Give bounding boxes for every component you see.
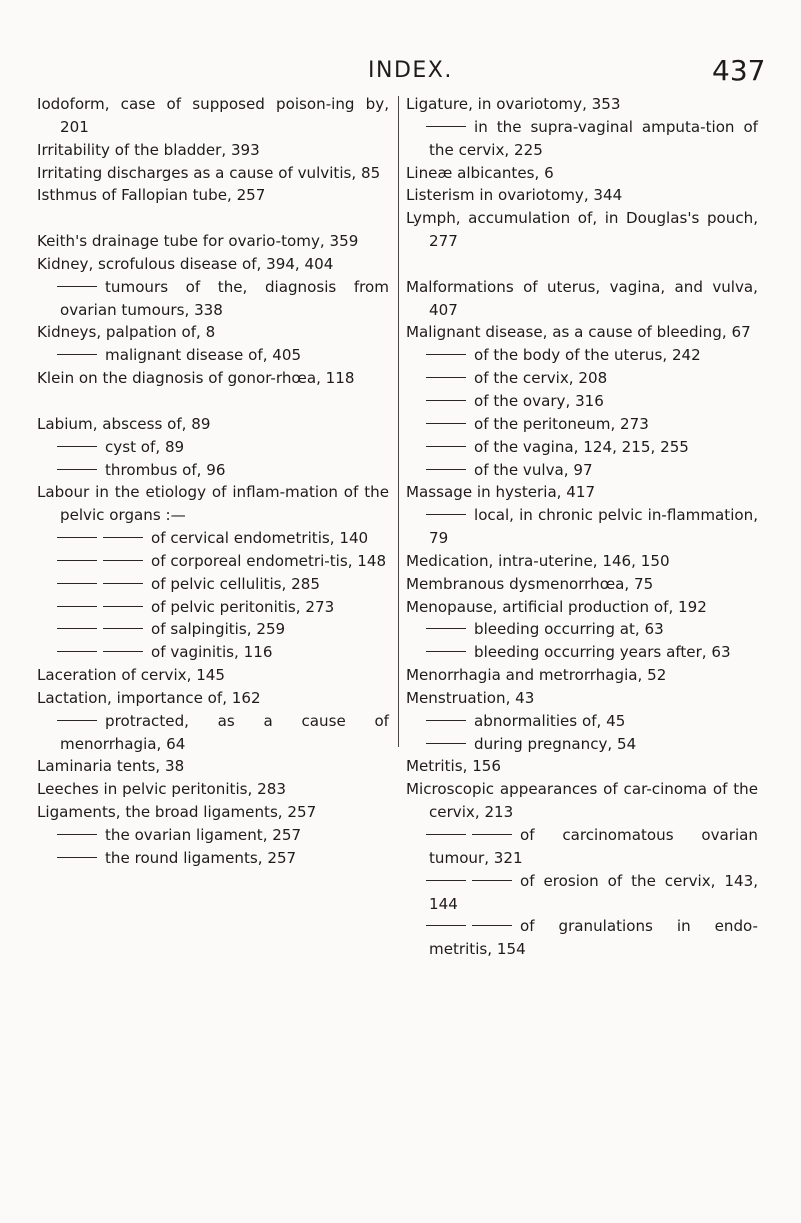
entry-text: Irritability of the bladder, 393 xyxy=(37,140,260,159)
index-entry xyxy=(37,162,389,185)
index-entry xyxy=(406,207,758,253)
entry-text: of the peritoneum, 273 xyxy=(474,414,649,433)
ditto-dash xyxy=(472,834,512,835)
index-subentry xyxy=(406,390,758,413)
entry-text: Klein on the diagnosis of gonor-rhœa, 118 xyxy=(37,369,355,388)
index-entry xyxy=(406,162,758,185)
index-entry xyxy=(406,573,758,596)
entry-text: Lymph, accumulation of, in Douglas's pouch, 277 xyxy=(406,209,758,251)
entry-text: of pelvic peritonitis, 273 xyxy=(151,597,335,616)
ditto-dash xyxy=(57,469,97,470)
entry-text: Isthmus of Fallopian tube, 257 xyxy=(37,186,266,205)
ditto-dash xyxy=(103,560,143,561)
index-entry xyxy=(37,253,389,276)
entry-text: of the vulva, 97 xyxy=(474,460,593,479)
index-entry xyxy=(406,664,758,687)
index-subentry xyxy=(406,641,758,664)
entry-text: tumours of the, diagnosis from ovarian tumours, 338 xyxy=(60,277,389,319)
ditto-dash xyxy=(426,423,466,424)
index-subentry xyxy=(406,824,758,870)
ditto-dash xyxy=(57,286,97,287)
entry-text: Menopause, artificial production of, 192 xyxy=(406,597,707,616)
index-subentry xyxy=(37,641,389,664)
entry-text: the round ligaments, 257 xyxy=(105,848,297,867)
index-subentry xyxy=(37,618,389,641)
entry-text: Keith's drainage tube for ovario-tomy, 359 xyxy=(37,232,359,251)
entry-text: Membranous dysmenorrhœa, 75 xyxy=(406,574,654,593)
ditto-dash xyxy=(103,651,143,652)
entry-text: abnormalities of, 45 xyxy=(474,711,626,730)
index-entry xyxy=(406,93,758,116)
index-entry xyxy=(406,755,758,778)
index-entry xyxy=(406,321,758,344)
entry-text: Irritating discharges as a cause of vulvitis, 85 xyxy=(37,163,381,182)
page-number: 437 xyxy=(712,54,766,87)
index-subentry xyxy=(37,276,389,322)
entry-text: Ligature, in ovariotomy, 353 xyxy=(406,95,621,113)
ditto-dash xyxy=(103,606,143,607)
index-subentry xyxy=(37,847,389,870)
entry-text: of cervical endometritis, 140 xyxy=(151,529,369,548)
entry-text: thrombus of, 96 xyxy=(105,460,226,479)
index-entry xyxy=(37,321,389,344)
entry-text: Malformations of uterus, vagina, and vulva, 407 xyxy=(406,277,758,319)
entry-text: Malignant disease, as a cause of bleeding, 67 xyxy=(406,323,751,342)
entry-text: of the ovary, 316 xyxy=(474,391,604,410)
entry-text: Laminaria tents, 38 xyxy=(37,757,185,776)
entry-text: the ovarian ligament, 257 xyxy=(105,826,302,844)
index-subentry xyxy=(37,436,389,459)
entry-text: Laceration of cervix, 145 xyxy=(37,666,226,685)
entry-text: protracted, as a cause of menorrhagia, 64 xyxy=(60,711,389,753)
index-subentry xyxy=(406,733,758,756)
ditto-dash xyxy=(426,651,466,652)
index-entry xyxy=(37,778,389,801)
index-entry xyxy=(406,550,758,573)
index-subentry xyxy=(37,824,389,847)
index-entry xyxy=(406,687,758,710)
index-subentry xyxy=(406,710,758,733)
ditto-dash xyxy=(426,354,466,355)
entry-text: of carcinomatous ovarian tumour, 321 xyxy=(429,826,758,867)
entry-text: of the body of the uterus, 242 xyxy=(474,346,701,365)
index-entry xyxy=(37,230,389,253)
ditto-dash xyxy=(103,583,143,584)
index-entry xyxy=(37,801,389,824)
entry-text: of erosion of the cervix, 143, 144 xyxy=(429,871,758,913)
entry-text: Metritis, 156 xyxy=(406,757,502,776)
index-entry xyxy=(37,184,389,207)
entry-text: of the cervix, 208 xyxy=(474,369,608,388)
ditto-dash xyxy=(57,720,97,721)
page-title: INDEX. xyxy=(368,58,453,83)
entry-text: Ligaments, the broad ligaments, 257 xyxy=(37,803,317,822)
entry-text: Microscopic appearances of car-cinoma of the cervix, 213 xyxy=(406,780,758,822)
entry-text: of salpingitis, 259 xyxy=(151,620,286,639)
ditto-dash xyxy=(426,720,466,721)
index-entry xyxy=(37,481,389,527)
ditto-dash xyxy=(426,628,466,629)
entry-text: Iodoform, case of supposed poison-ing by, 201 xyxy=(37,95,389,136)
ditto-dash xyxy=(426,400,466,401)
entry-text: cyst of, 89 xyxy=(105,437,185,456)
ditto-dash xyxy=(426,925,466,926)
ditto-dash xyxy=(57,606,97,607)
index-entry xyxy=(37,413,389,436)
entry-text: Medication, intra-uterine, 146, 150 xyxy=(406,551,670,570)
entry-text: Menstruation, 43 xyxy=(406,688,535,707)
ditto-dash xyxy=(57,537,97,538)
index-subentry xyxy=(406,367,758,390)
ditto-dash xyxy=(57,834,97,835)
entry-text: bleeding occurring years after, 63 xyxy=(474,643,731,662)
ditto-dash xyxy=(57,857,97,858)
index-column-right xyxy=(406,93,758,961)
entry-text: Lactation, importance of, 162 xyxy=(37,688,261,707)
ditto-dash xyxy=(426,126,466,127)
index-subentry xyxy=(406,436,758,459)
index-subentry xyxy=(406,459,758,482)
entry-text: Massage in hysteria, 417 xyxy=(406,483,596,502)
ditto-dash xyxy=(57,446,97,447)
index-subentry xyxy=(37,344,389,367)
index-subentry xyxy=(406,915,758,961)
index-subentry xyxy=(37,596,389,619)
entry-text: Kidneys, palpation of, 8 xyxy=(37,323,216,342)
column-divider xyxy=(398,96,399,747)
ditto-dash xyxy=(426,514,466,515)
index-subentry xyxy=(37,527,389,550)
ditto-dash xyxy=(426,469,466,470)
ditto-dash xyxy=(57,628,97,629)
ditto-dash xyxy=(103,537,143,538)
index-entry xyxy=(406,596,758,619)
entry-text: of corporeal endometri-tis, 148 xyxy=(151,551,387,570)
entry-text: Lineæ albicantes, 6 xyxy=(406,163,554,182)
index-entry xyxy=(406,276,758,322)
ditto-dash xyxy=(472,925,512,926)
index-subentry xyxy=(37,573,389,596)
ditto-dash xyxy=(472,880,512,881)
ditto-dash xyxy=(57,651,97,652)
entry-text: local, in chronic pelvic in-flammation, 79 xyxy=(429,506,758,548)
entry-text: of the vagina, 124, 215, 255 xyxy=(474,437,689,456)
entry-text: of granulations in endo-metritis, 154 xyxy=(429,917,758,959)
index-entry xyxy=(37,687,389,710)
entry-text: of pelvic cellulitis, 285 xyxy=(151,574,320,593)
index-subentry xyxy=(406,344,758,367)
entry-text: in the supra-vaginal amputa-tion of the cervix, 225 xyxy=(429,117,758,159)
entry-text: of vaginitis, 116 xyxy=(151,643,273,662)
entry-text: Listerism in ovariotomy, 344 xyxy=(406,186,623,205)
index-entry xyxy=(37,139,389,162)
ditto-dash xyxy=(57,354,97,355)
index-entry xyxy=(37,93,389,139)
ditto-dash xyxy=(57,583,97,584)
ditto-dash xyxy=(426,880,466,881)
ditto-dash xyxy=(103,628,143,629)
index-entry xyxy=(37,367,389,390)
index-subentry xyxy=(406,116,758,162)
index-entry xyxy=(406,778,758,824)
entry-text: Labour in the etiology of inflam-mation of the pelvic organs :— xyxy=(37,483,389,525)
ditto-dash xyxy=(57,560,97,561)
index-entry xyxy=(406,184,758,207)
index-subentry xyxy=(406,504,758,550)
index-entry xyxy=(37,664,389,687)
index-entry xyxy=(406,481,758,504)
index-subentry xyxy=(406,618,758,641)
index-entry xyxy=(37,755,389,778)
ditto-dash xyxy=(426,743,466,744)
ditto-dash xyxy=(426,446,466,447)
entry-text: Kidney, scrofulous disease of, 394, 404 xyxy=(37,254,334,273)
entry-text: Menorrhagia and metrorrhagia, 52 xyxy=(406,666,667,685)
entry-text: bleeding occurring at, 63 xyxy=(474,620,664,639)
index-subentry xyxy=(406,870,758,916)
entry-text: Labium, abscess of, 89 xyxy=(37,414,211,433)
entry-text: Leeches in pelvic peritonitis, 283 xyxy=(37,780,286,799)
ditto-dash xyxy=(426,377,466,378)
entry-text: during pregnancy, 54 xyxy=(474,734,637,753)
ditto-dash xyxy=(426,834,466,835)
index-subentry xyxy=(37,550,389,573)
index-subentry xyxy=(406,413,758,436)
entry-text: malignant disease of, 405 xyxy=(105,346,302,365)
index-subentry xyxy=(37,710,389,756)
index-subentry xyxy=(37,459,389,482)
index-column-left xyxy=(37,93,389,870)
